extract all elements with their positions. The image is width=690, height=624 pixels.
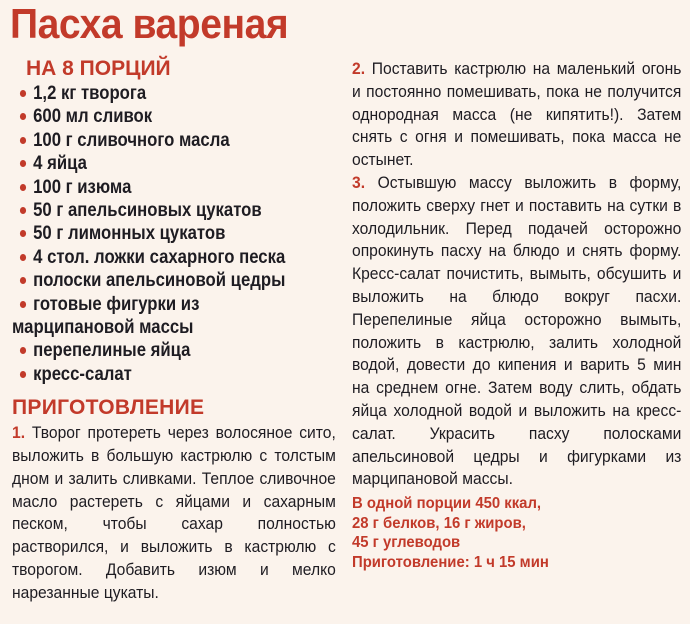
bullet-icon — [20, 347, 26, 354]
ingredient-item: готовые фигурки из — [12, 293, 298, 316]
ingredient-item: 100 г сливочного масла — [12, 129, 298, 152]
step-text: Поставить кастрюлю на маленький огонь и постоянно помешивать, пока не получится однородная масса (не кипятить!). Затем снять с огня и помешивать, пока масса не остынет. — [352, 59, 682, 170]
ingredients-list — [12, 82, 337, 386]
nutrition-line: В одной порции 450 ккал, — [352, 495, 542, 513]
ingredient-item: 1,2 кг творога — [12, 82, 298, 105]
step-number: 1. — [12, 423, 26, 443]
ingredient-item: 50 г лимонных цукатов — [12, 222, 298, 245]
ingredient-item: кресс-салат — [12, 363, 298, 386]
bullet-icon — [20, 371, 26, 378]
ingredient-item: 600 мл сливок — [12, 105, 298, 128]
bullet-icon — [20, 160, 26, 167]
bullet-icon — [20, 254, 26, 261]
step-2 — [352, 58, 681, 172]
ingredient-item: 100 г изюма — [12, 176, 298, 199]
step-number: 3. — [352, 172, 366, 192]
recipe-title: Пасха вареная — [10, 0, 289, 47]
step-text: Творог протереть через волосяное сито, выложить в большую кастрюлю с толстым дном и залить сливками. Теплое сливочное масло растереть с яйцами и сахарным песком, чтобы сахар полностью растворился, и выложить в кастрюлю с творогом. Добавить изюм и мелко нарезанные цукаты. — [12, 423, 336, 602]
bullet-icon — [20, 137, 26, 144]
nutrition-line: 45 г углеводов — [352, 534, 461, 552]
left-column — [12, 56, 337, 605]
ingredient-item: 50 г апельсиновых цукатов — [12, 199, 298, 222]
portions-heading: НА 8 ПОРЦИЙ — [26, 57, 171, 80]
bullet-icon — [20, 184, 26, 191]
bullet-icon — [20, 301, 26, 308]
ingredient-item: перепелиные яйца — [12, 339, 298, 362]
bullet-icon — [20, 207, 26, 214]
ingredient-item-continuation: марципановой массы — [12, 317, 194, 339]
ingredient-item: 4 стол. ложки сахарного песка — [12, 246, 298, 269]
right-column — [352, 58, 682, 572]
ingredient-item: полоски апельсиновой цедры — [12, 269, 298, 292]
nutrition-info — [352, 494, 659, 572]
bullet-icon — [20, 277, 26, 284]
bullet-icon — [20, 113, 26, 120]
step-1 — [12, 422, 336, 604]
nutrition-line: 28 г белков, 16 г жиров, — [352, 514, 526, 532]
bullet-icon — [20, 90, 26, 97]
cooking-time: Приготовление: 1 ч 15 мин — [352, 553, 549, 571]
step-3 — [352, 172, 681, 491]
ingredient-item: 4 яйца — [12, 152, 298, 175]
preparation-heading: ПРИГОТОВЛЕНИЕ — [12, 396, 205, 420]
bullet-icon — [20, 230, 26, 237]
step-text: Остывшую массу выложить в форму, положить сверху гнет и поставить на сутки в холодильник. Перед подачей осторожно опрокинуть пасху на блюдо и снять форму. Кресс-салат почистить, вымыть, обсушить и выложить на блюдо вокруг пасхи. Перепелиные яйца осторожно вымыть, положить в кастрюлю, залить холодной водой, довести до кипения и варить 5 мин на среднем огне. Затем воду слить, обдать яйца холодной водой и выложить на кресс-салат. Украсить пасху полосками апельсиновой цедры и фигурками из марципановой массы. — [352, 172, 682, 489]
step-number: 2. — [352, 59, 366, 78]
